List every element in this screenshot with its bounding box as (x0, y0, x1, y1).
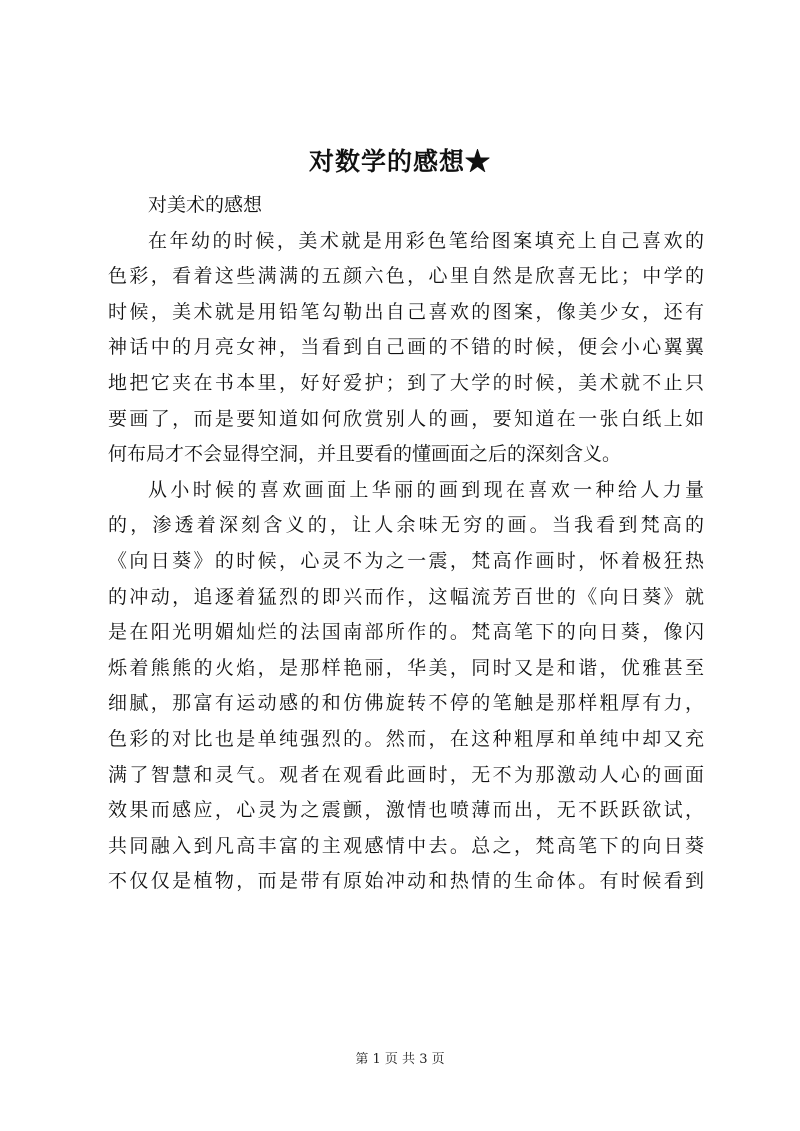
paragraph-line: 色彩的对比也是单纯强烈的。然而，在这种粗厚和单纯中却又充 (108, 727, 704, 750)
paragraph-line: 在年幼的时候，美术就是用彩色笔给图案填充上自己喜欢的 (148, 229, 704, 252)
paragraph-line: 满了智慧和灵气。观者在观看此画时，无不为那激动人心的画面 (108, 763, 704, 786)
paragraph-line: 是在阳光明媚灿烂的法国南部所作的。梵高笔下的向日葵，像闪 (108, 621, 704, 644)
paragraph-line: 从小时候的喜欢画面上华丽的画到现在喜欢一种给人力量 (148, 478, 704, 501)
paragraph-2 (108, 473, 704, 900)
paragraph-line: 色彩，看着这些满满的五颜六色，心里自然是欣喜无比；中学的 (108, 265, 704, 288)
paragraph-line: 《向日葵》的时候，心灵不为之一震，梵高作画时，怀着极狂热 (108, 549, 704, 572)
paragraph-line: 地把它夹在书本里，好好爱护；到了大学的时候，美术就不止只 (108, 371, 704, 394)
paragraph-line: 效果而感应，心灵为之震颤，激情也喷薄而出，无不跃跃欲试， (108, 799, 704, 822)
page-footer: 第 1 页 共 3 页 (355, 1052, 445, 1067)
paragraph-line: 何布局才不会显得空洞，并且要看的懂画面之后的深刻含义。 (108, 443, 622, 466)
paragraph-line: 共同融入到凡高丰富的主观感情中去。总之，梵高笔下的向日葵 (108, 834, 704, 857)
paragraph-line: 神话中的月亮女神，当看到自己画的不错的时候，便会小心翼翼 (108, 336, 704, 359)
paragraph-line: 的，渗透着深刻含义的，让人余味无穷的画。当我看到梵高的 (108, 514, 704, 537)
paragraph-line: 的冲动，追逐着猛烈的即兴而作，这幅流芳百世的《向日葵》就 (108, 585, 704, 608)
paragraph-line: 烁着熊熊的火焰，是那样艳丽，华美，同时又是和谐，优雅甚至 (108, 656, 704, 679)
section-heading: 对美术的感想 (148, 194, 263, 216)
paragraph-line: 细腻，那富有运动感的和仿佛旋转不停的笔触是那样粗厚有力， (108, 692, 704, 715)
document-title: 对数学的感想★ (308, 147, 491, 176)
paragraph-line: 要画了，而是要知道如何欣赏别人的画，要知道在一张白纸上如 (108, 407, 704, 430)
document-body (108, 188, 704, 900)
paragraph-line: 不仅仅是植物，而是带有原始冲动和热情的生命体。有时候看到 (108, 870, 704, 893)
paragraph-1 (108, 224, 704, 473)
paragraph-line: 时候，美术就是用铅笔勾勒出自己喜欢的图案，像美少女，还有 (108, 300, 704, 323)
